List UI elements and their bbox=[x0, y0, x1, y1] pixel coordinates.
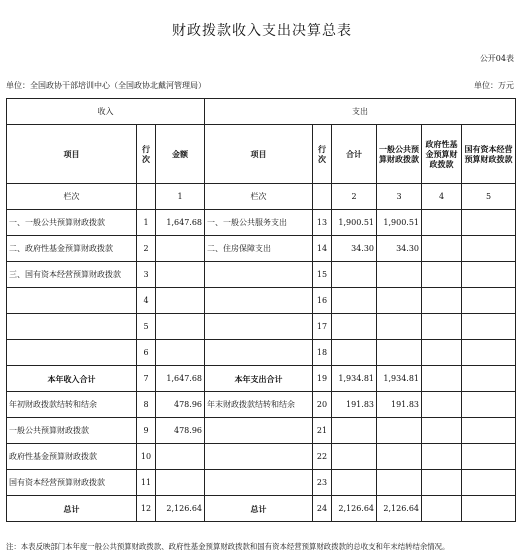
expense-item-cell: 二、住房保障支出 bbox=[205, 236, 313, 262]
income-item-cell: 政府性基金预算财政拨款 bbox=[7, 444, 137, 470]
header-columns-row bbox=[7, 125, 516, 184]
income-line-header: 行次 bbox=[137, 125, 156, 184]
table-row bbox=[7, 444, 516, 470]
income-item-header: 项目 bbox=[7, 125, 137, 184]
income-item-cell: 国有资本经营预算财政拨款 bbox=[7, 470, 137, 496]
footnote: 注：本表反映部门本年度一般公共预算财政拨款、政府性基金预算财政拨款和国有资本经营预算财政拨款的总收支和年末结转结余情况。 bbox=[6, 542, 450, 551]
form-code: 公开04表 bbox=[479, 54, 514, 63]
expense-total-cell: 34.30 bbox=[332, 236, 377, 262]
income-amount-cell bbox=[156, 236, 205, 262]
income-amount-cell bbox=[156, 288, 205, 314]
income-line-cell: 12 bbox=[137, 496, 156, 522]
expense-line-cell: 24 bbox=[313, 496, 332, 522]
expense-item-cell: 本年支出合计 bbox=[205, 366, 313, 392]
state-capital-cell bbox=[462, 392, 516, 418]
general-budget-cell: 1,934.81 bbox=[377, 366, 422, 392]
fund-budget-cell bbox=[422, 210, 462, 236]
income-amount-cell bbox=[156, 262, 205, 288]
state-capital-cell bbox=[462, 418, 516, 444]
general-budget-cell bbox=[377, 288, 422, 314]
expense-total-cell bbox=[332, 444, 377, 470]
expense-total-cell: 1,934.81 bbox=[332, 366, 377, 392]
expense-line-cell: 15 bbox=[313, 262, 332, 288]
state-capital-header: 国有资本经营预算财政拨款 bbox=[462, 125, 516, 184]
expense-line-cell: 23 bbox=[313, 470, 332, 496]
income-amount-cell: 478.96 bbox=[156, 418, 205, 444]
expense-line-cell: 18 bbox=[313, 340, 332, 366]
income-line-cell: 6 bbox=[137, 340, 156, 366]
expense-total-cell bbox=[332, 418, 377, 444]
income-item-cell: 总计 bbox=[7, 496, 137, 522]
fund-budget-cell bbox=[422, 288, 462, 314]
income-amount-cell bbox=[156, 444, 205, 470]
empty-cell bbox=[313, 184, 332, 210]
expense-item-cell: 一、一般公共服务支出 bbox=[205, 210, 313, 236]
expense-total-cell bbox=[332, 470, 377, 496]
expense-line-cell: 14 bbox=[313, 236, 332, 262]
table-row bbox=[7, 288, 516, 314]
state-capital-cell bbox=[462, 236, 516, 262]
income-amount-cell: 1,647.68 bbox=[156, 210, 205, 236]
fund-budget-cell bbox=[422, 236, 462, 262]
income-line-cell: 7 bbox=[137, 366, 156, 392]
table-row bbox=[7, 236, 516, 262]
income-amount-cell: 478.96 bbox=[156, 392, 205, 418]
income-item-cell: 二、政府性基金预算财政拨款 bbox=[7, 236, 137, 262]
expense-total-cell bbox=[332, 340, 377, 366]
income-amount-cell: 2,126.64 bbox=[156, 496, 205, 522]
expense-column-label: 栏次 bbox=[205, 184, 313, 210]
income-item-cell bbox=[7, 340, 137, 366]
income-line-cell: 2 bbox=[137, 236, 156, 262]
general-budget-cell bbox=[377, 262, 422, 288]
expense-total-cell bbox=[332, 262, 377, 288]
reporting-unit: 单位：全国政协干部培训中心（全国政协北戴河管理局） bbox=[6, 81, 206, 90]
expense-header: 支出 bbox=[205, 99, 516, 125]
state-capital-cell bbox=[462, 366, 516, 392]
expense-line-cell: 13 bbox=[313, 210, 332, 236]
expense-total-cell: 191.83 bbox=[332, 392, 377, 418]
income-line-cell: 10 bbox=[137, 444, 156, 470]
general-budget-cell bbox=[377, 340, 422, 366]
fund-budget-cell bbox=[422, 444, 462, 470]
column-number-3: 3 bbox=[377, 184, 422, 210]
income-item-cell bbox=[7, 314, 137, 340]
income-item-cell: 三、国有资本经营预算财政拨款 bbox=[7, 262, 137, 288]
state-capital-cell bbox=[462, 496, 516, 522]
income-line-cell: 11 bbox=[137, 470, 156, 496]
state-capital-cell bbox=[462, 262, 516, 288]
general-budget-cell bbox=[377, 418, 422, 444]
expense-item-cell bbox=[205, 288, 313, 314]
header-section-row bbox=[7, 99, 516, 125]
expense-total-cell: 2,126.64 bbox=[332, 496, 377, 522]
expense-item-cell: 年末财政拨款结转和结余 bbox=[205, 392, 313, 418]
income-item-cell bbox=[7, 288, 137, 314]
income-line-cell: 1 bbox=[137, 210, 156, 236]
income-column-label: 栏次 bbox=[7, 184, 137, 210]
state-capital-cell bbox=[462, 314, 516, 340]
expense-line-cell: 20 bbox=[313, 392, 332, 418]
expense-total-cell: 1,900.51 bbox=[332, 210, 377, 236]
expense-line-header: 行次 bbox=[313, 125, 332, 184]
income-item-cell: 年初财政拨款结转和结余 bbox=[7, 392, 137, 418]
income-line-cell: 5 bbox=[137, 314, 156, 340]
income-amount-cell bbox=[156, 340, 205, 366]
general-budget-cell bbox=[377, 444, 422, 470]
table-row bbox=[7, 470, 516, 496]
column-number-1: 1 bbox=[156, 184, 205, 210]
column-number-2: 2 bbox=[332, 184, 377, 210]
state-capital-cell bbox=[462, 210, 516, 236]
table-row bbox=[7, 366, 516, 392]
expense-total-cell bbox=[332, 314, 377, 340]
expense-line-cell: 19 bbox=[313, 366, 332, 392]
table-row bbox=[7, 340, 516, 366]
empty-cell bbox=[137, 184, 156, 210]
column-number-5: 5 bbox=[462, 184, 516, 210]
expense-line-cell: 22 bbox=[313, 444, 332, 470]
fund-budget-cell bbox=[422, 392, 462, 418]
fund-budget-cell bbox=[422, 262, 462, 288]
income-amount-cell: 1,647.68 bbox=[156, 366, 205, 392]
income-item-cell: 一般公共预算财政拨款 bbox=[7, 418, 137, 444]
income-line-cell: 9 bbox=[137, 418, 156, 444]
fund-budget-header: 政府性基金预算财政拨款 bbox=[422, 125, 462, 184]
expense-item-cell bbox=[205, 314, 313, 340]
income-item-cell: 本年收入合计 bbox=[7, 366, 137, 392]
income-line-cell: 3 bbox=[137, 262, 156, 288]
fund-budget-cell bbox=[422, 340, 462, 366]
column-number-4: 4 bbox=[422, 184, 462, 210]
general-budget-cell bbox=[377, 314, 422, 340]
table-row bbox=[7, 210, 516, 236]
state-capital-cell bbox=[462, 340, 516, 366]
income-line-cell: 4 bbox=[137, 288, 156, 314]
expense-item-header: 项目 bbox=[205, 125, 313, 184]
state-capital-cell bbox=[462, 288, 516, 314]
fund-budget-cell bbox=[422, 470, 462, 496]
fund-budget-cell bbox=[422, 314, 462, 340]
general-budget-cell: 34.30 bbox=[377, 236, 422, 262]
fund-budget-cell bbox=[422, 366, 462, 392]
table-row bbox=[7, 418, 516, 444]
expense-item-cell bbox=[205, 470, 313, 496]
expense-item-cell bbox=[205, 418, 313, 444]
report-title: 财政拨款收入支出决算总表 bbox=[172, 23, 352, 39]
expense-item-cell: 总计 bbox=[205, 496, 313, 522]
income-item-cell: 一、一般公共预算财政拨款 bbox=[7, 210, 137, 236]
expense-item-cell bbox=[205, 340, 313, 366]
general-budget-header: 一般公共预算财政拨款 bbox=[377, 125, 422, 184]
expense-item-cell bbox=[205, 444, 313, 470]
expense-total-cell bbox=[332, 288, 377, 314]
state-capital-cell bbox=[462, 470, 516, 496]
table-row bbox=[7, 314, 516, 340]
state-capital-cell bbox=[462, 444, 516, 470]
table-row bbox=[7, 392, 516, 418]
expense-item-cell bbox=[205, 262, 313, 288]
general-budget-cell bbox=[377, 470, 422, 496]
income-line-cell: 8 bbox=[137, 392, 156, 418]
expense-line-cell: 21 bbox=[313, 418, 332, 444]
general-budget-cell: 191.83 bbox=[377, 392, 422, 418]
expense-line-cell: 16 bbox=[313, 288, 332, 314]
budget-summary-table bbox=[6, 98, 516, 522]
income-amount-cell bbox=[156, 470, 205, 496]
expense-total-header: 合计 bbox=[332, 125, 377, 184]
column-number-row bbox=[7, 184, 516, 210]
general-budget-cell: 2,126.64 bbox=[377, 496, 422, 522]
fund-budget-cell bbox=[422, 496, 462, 522]
fund-budget-cell bbox=[422, 418, 462, 444]
expense-line-cell: 17 bbox=[313, 314, 332, 340]
general-budget-cell: 1,900.51 bbox=[377, 210, 422, 236]
income-header: 收入 bbox=[7, 99, 205, 125]
table-row bbox=[7, 496, 516, 522]
income-amount-cell bbox=[156, 314, 205, 340]
table-row bbox=[7, 262, 516, 288]
income-amount-header: 金额 bbox=[156, 125, 205, 184]
currency-unit: 单位：万元 bbox=[474, 81, 514, 90]
